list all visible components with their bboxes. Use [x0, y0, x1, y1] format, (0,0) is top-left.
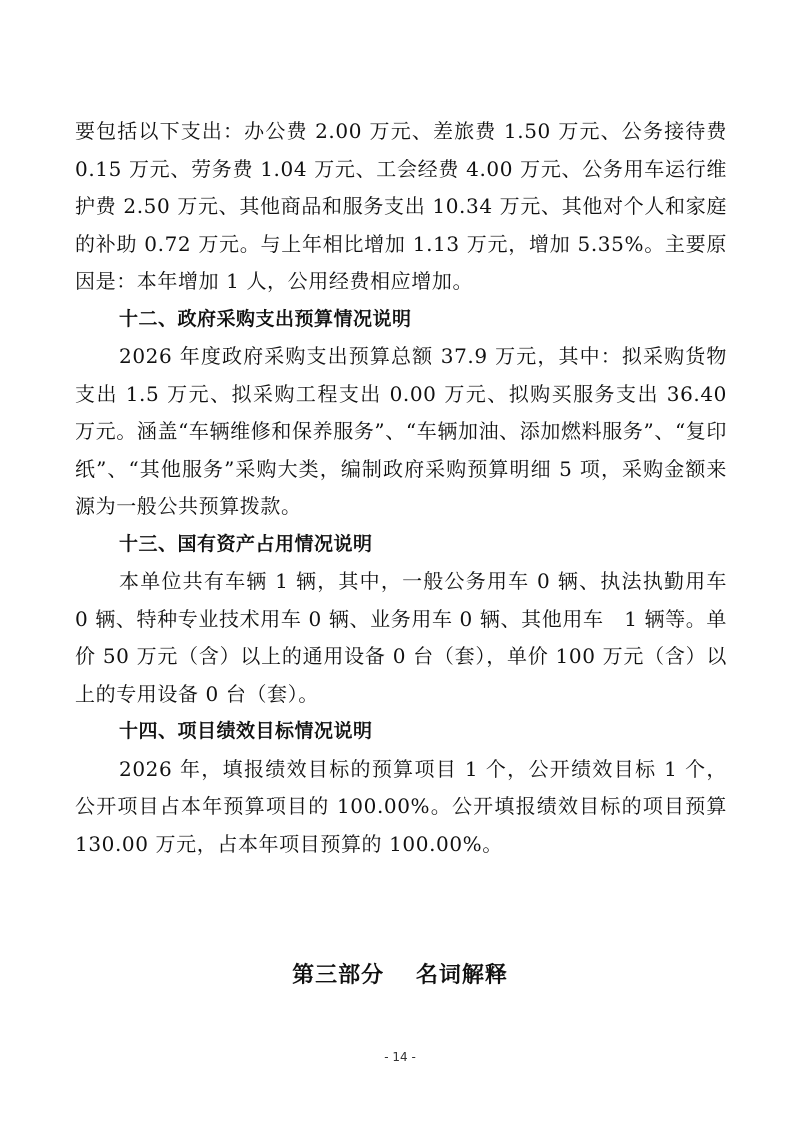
paragraph-performance-goals: 2026 年，填报绩效目标的预算项目 1 个，公开绩效目标 1 个，公开项目占本年预算项目的 100.00%。公开填报绩效目标的项目预算 130.00 万元，占本年项目预算的 100.00%。 [75, 756, 727, 856]
heading-government-procurement: 十二、政府采购支出预算情况说明 [119, 307, 412, 330]
heading-state-assets: 十三、国有资产占用情况说明 [119, 532, 373, 555]
page-number: - 14 - [384, 1050, 416, 1064]
paragraph-state-assets: 本单位共有车辆 1 辆，其中，一般公务用车 0 辆、执法执勤用车 0 辆、特种专业技术用车 0 辆、业务用车 0 辆、其他用车 1 辆等。单价 50 万元（含）以上的通用设备 0 台（套），单价 100 万元（含）以上的专用设备 0 台（套）。 [75, 569, 727, 706]
heading-performance-goals: 十四、项目绩效目标情况说明 [119, 720, 373, 742]
document-body [75, 113, 727, 863]
paragraph-expense-details: 要包括以下支出：办公费 2.00 万元、差旅费 1.50 万元、公务接待费 0.15 万元、劳务费 1.04 万元、工会经费 4.00 万元、公务用车运行维护费 2.50 万元、其他商品和服务支出 10.34 万元、其他对个人和家庭的补助 0.72 万元。与上年相比增加 1.13 万元，增加 5.35%。主要原因是：本年增加 1 人，公用经费相应增加。 [75, 119, 727, 293]
part-title: 第三部分 名词解释 [292, 963, 508, 988]
paragraph-government-procurement: 2026 年度政府采购支出预算总额 37.9 万元，其中：拟采购货物支出 1.5 万元、拟采购工程支出 0.00 万元、拟购买服务支出 36.40 万元。涵盖“车辆维修和保养服务”、“车辆加油、添加燃料服务”、“复印纸”、“其他服务”采购大类，编制政府采购预算明细 5 项，采购金额来源为一般公共预算拨款。 [75, 344, 727, 518]
